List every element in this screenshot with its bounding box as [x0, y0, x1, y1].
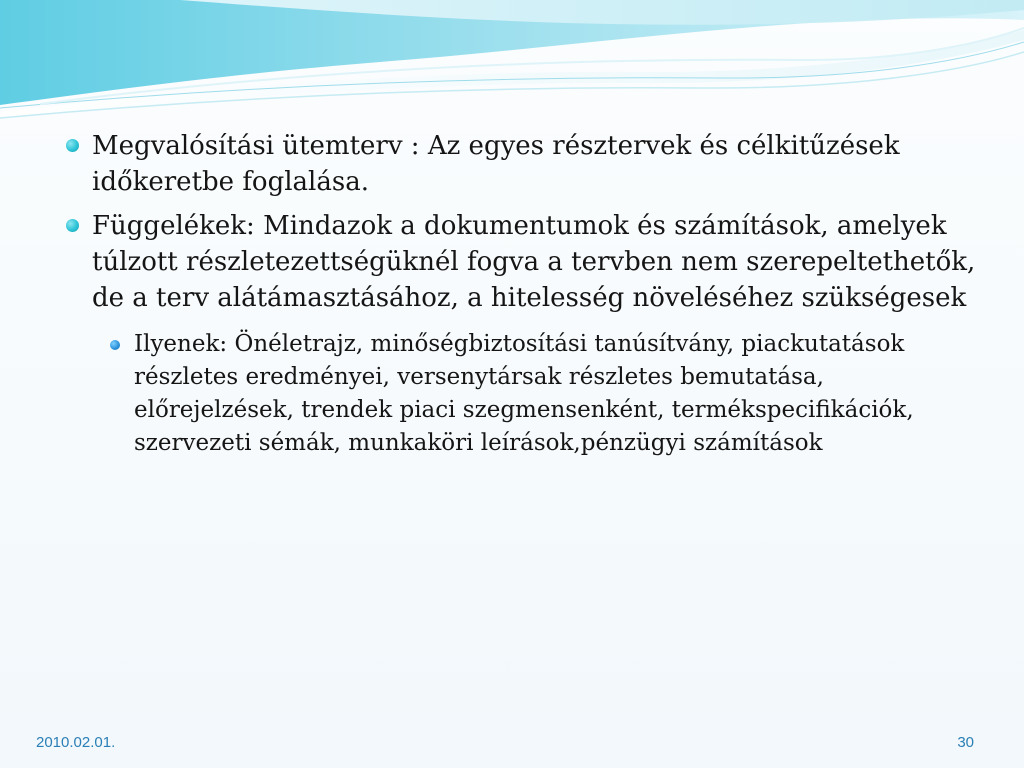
- sub-bullet-text: Ilyenek: Önéletrajz, minőségbiztosítási tanúsítvány, piackutatások részletes eredményei, versenytársak részletes bemutatása, előrejelzések, trendek piaci szegmensenként, termékspecifikációk, szervezeti sémák, munkaköri leírások,pénzügyi számítások: [134, 331, 914, 456]
- bullet-text: Megvalósítási ütemterv : Az egyes résztervek és célkitűzések időkeretbe foglalása.: [92, 131, 900, 197]
- footer-date: 2010.02.01.: [36, 734, 116, 751]
- bullet-text: Függelékek: Mindazok a dokumentumok és számítások, amelyek túlzott részletezettségüknél fogva a tervben nem szerepeltethetők, de a terv alátámasztásához, a hitelesség növeléséhez szükségesek: [92, 211, 976, 313]
- bullet-dot-icon: [66, 139, 79, 152]
- bullet-dot-icon: [66, 219, 79, 232]
- sub-bullet-dot-icon: [110, 340, 120, 350]
- bullet-item: [60, 208, 980, 316]
- sub-bullet-item: [60, 328, 980, 460]
- bullet-item: [60, 128, 980, 200]
- slide-content: [60, 128, 980, 460]
- header-wave-decoration: [0, 0, 1024, 130]
- footer-page-number: 30: [957, 734, 974, 751]
